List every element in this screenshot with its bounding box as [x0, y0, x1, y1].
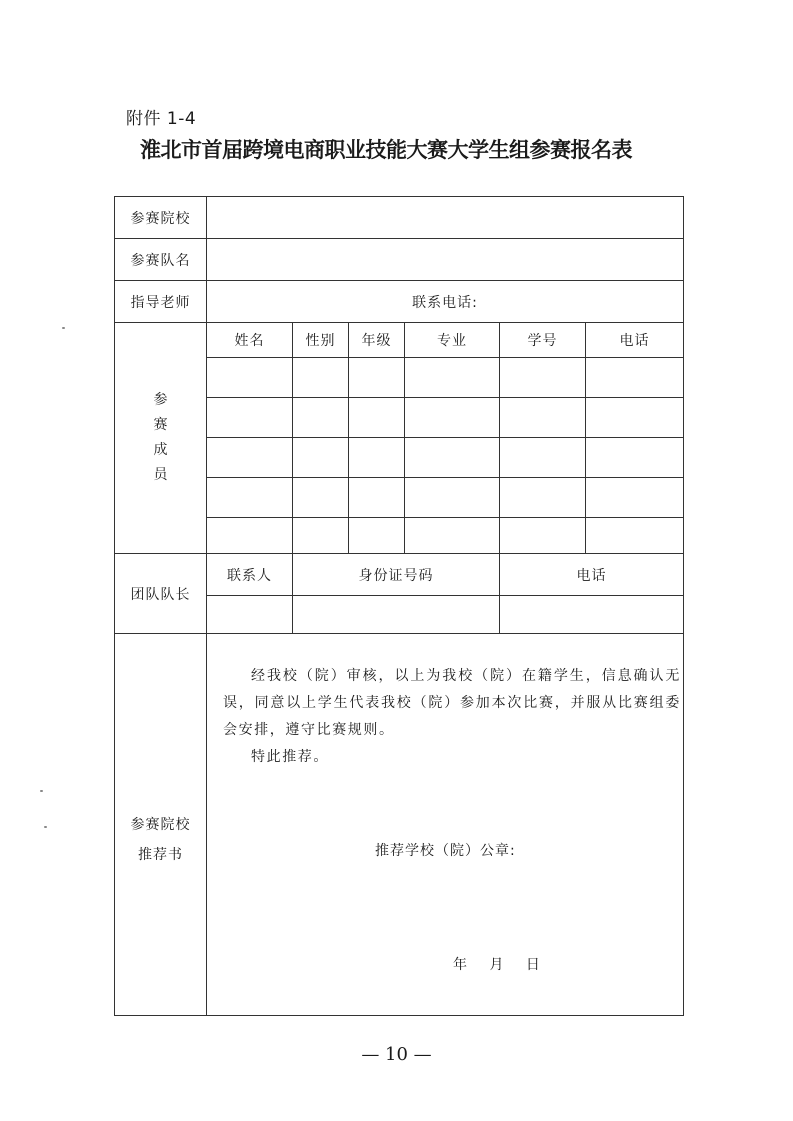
member-grade-input[interactable]: [349, 358, 405, 398]
recommendation-label-cell: [115, 634, 207, 1016]
attachment-label: 附件 1-4: [126, 109, 197, 129]
school-row: [115, 197, 684, 239]
header-contact-person: 联系人: [207, 554, 293, 596]
members-label-char: 员: [153, 467, 168, 483]
members-label-char: 参: [153, 392, 168, 408]
header-grade: 年级: [349, 323, 405, 358]
header-phone: 电话: [586, 323, 684, 358]
member-gender-input[interactable]: [293, 518, 349, 554]
member-phone-input[interactable]: [586, 398, 684, 438]
date-label: 年 月 日: [453, 957, 540, 973]
header-student-id: 学号: [500, 323, 586, 358]
school-label: 参赛院校: [115, 197, 207, 239]
recommendation-label-line2: 推荐书: [138, 846, 183, 863]
member-student-id-input[interactable]: [500, 358, 586, 398]
member-major-input[interactable]: [405, 358, 500, 398]
recommendation-content: [207, 634, 684, 1016]
member-major-input[interactable]: [405, 478, 500, 518]
member-gender-input[interactable]: [293, 398, 349, 438]
registration-form-table: [114, 196, 684, 1016]
recommendation-row: [115, 634, 684, 1016]
member-major-input[interactable]: [405, 398, 500, 438]
page-number: — 10 —: [361, 1044, 432, 1065]
captain-phone-input[interactable]: [500, 596, 684, 634]
member-name-input[interactable]: [207, 438, 293, 478]
page-title: 淮北市首届跨境电商职业技能大赛大学生组参赛报名表: [140, 137, 632, 162]
header-gender: 性别: [293, 323, 349, 358]
captain-header-row: [115, 554, 684, 596]
member-grade-input[interactable]: [349, 398, 405, 438]
member-phone-input[interactable]: [586, 478, 684, 518]
team-input[interactable]: [207, 239, 684, 281]
member-major-input[interactable]: [405, 438, 500, 478]
member-phone-input[interactable]: [586, 438, 684, 478]
members-label-cell: [115, 323, 207, 554]
advisor-row: [115, 281, 684, 323]
members-label-char: 成: [153, 442, 168, 458]
captain-label: 团队队长: [115, 554, 207, 634]
member-student-id-input[interactable]: [500, 478, 586, 518]
school-input[interactable]: [207, 197, 684, 239]
header-id-number: 身份证号码: [293, 554, 500, 596]
school-seal-label: 推荐学校（院）公章:: [375, 843, 516, 859]
member-student-id-input[interactable]: [500, 518, 586, 554]
recommendation-paragraph: 经我校（院）审核，以上为我校（院）在籍学生，信息确认无误，同意以上学生代表我校（院）参加本次比赛，并服从比赛组委会安排，遵守比赛规则。: [223, 668, 681, 738]
member-grade-input[interactable]: [349, 518, 405, 554]
scan-speck: [62, 327, 65, 329]
members-header-row: [115, 323, 684, 358]
recommendation-closing: 特此推荐。: [251, 749, 329, 765]
advisor-label: 指导老师: [115, 281, 207, 323]
member-name-input[interactable]: [207, 358, 293, 398]
contact-phone-label: 联系电话:: [412, 294, 478, 311]
member-phone-input[interactable]: [586, 358, 684, 398]
scan-speck: [40, 790, 43, 792]
member-student-id-input[interactable]: [500, 438, 586, 478]
team-label: 参赛队名: [115, 239, 207, 281]
header-major: 专业: [405, 323, 500, 358]
captain-contact-input[interactable]: [207, 596, 293, 634]
member-gender-input[interactable]: [293, 438, 349, 478]
advisor-input[interactable]: [207, 281, 684, 323]
member-grade-input[interactable]: [349, 478, 405, 518]
member-name-input[interactable]: [207, 518, 293, 554]
member-major-input[interactable]: [405, 518, 500, 554]
member-student-id-input[interactable]: [500, 398, 586, 438]
member-gender-input[interactable]: [293, 478, 349, 518]
captain-id-input[interactable]: [293, 596, 500, 634]
team-row: [115, 239, 684, 281]
header-name: 姓名: [207, 323, 293, 358]
member-phone-input[interactable]: [586, 518, 684, 554]
header-captain-phone: 电话: [500, 554, 684, 596]
member-grade-input[interactable]: [349, 438, 405, 478]
member-name-input[interactable]: [207, 398, 293, 438]
recommendation-label-line1: 参赛院校: [130, 816, 191, 833]
member-name-input[interactable]: [207, 478, 293, 518]
scan-speck: [44, 826, 47, 828]
members-label-char: 赛: [153, 417, 168, 433]
member-gender-input[interactable]: [293, 358, 349, 398]
